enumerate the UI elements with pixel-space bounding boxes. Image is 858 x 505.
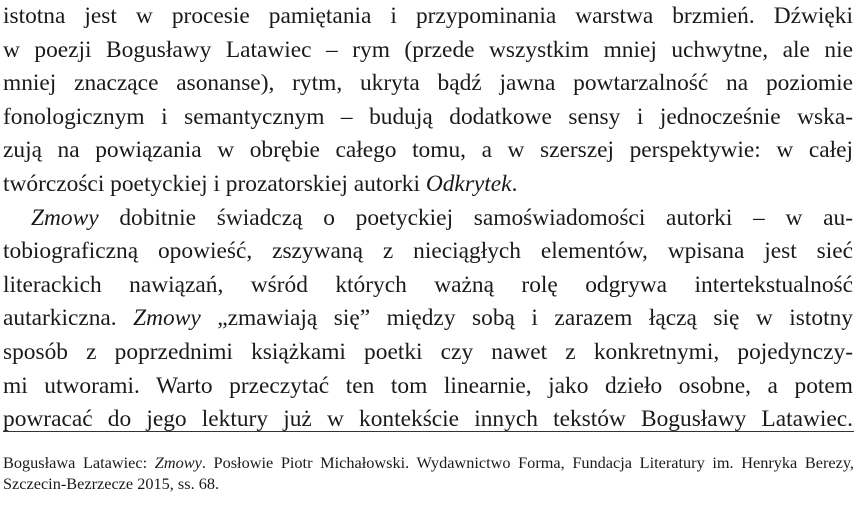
footnote-divider bbox=[3, 431, 854, 432]
text-run: „zmawiają się” między sobą i zarazem łączą się w istotny bbox=[200, 305, 853, 332]
text-line: powracać do jego lektury już w kontekście innych tekstów Bogusławy Latawiec. bbox=[3, 406, 853, 433]
footnote-line bbox=[3, 452, 854, 473]
text-line: istotna jest w procesie pamiętania i przypominania warstwa brzmień. Dźwięki bbox=[3, 3, 853, 29]
text-run: . bbox=[511, 170, 518, 197]
text-line: mniej znaczące asonanse), rytm, ukryta bądź jawna powtarzalność na poziomie bbox=[3, 70, 853, 97]
text-line: fonologicznym i semantycznym – budują dodatkowe sensy i jednocześnie wska- bbox=[3, 103, 853, 130]
text-run: autarkiczna. bbox=[3, 305, 134, 332]
book-title: Zmowy bbox=[133, 305, 201, 332]
book-title: Odkrytek bbox=[425, 170, 512, 197]
text-run: dobitnie świadczą o poetyckiej samoświadomości autorki – w au- bbox=[98, 204, 853, 231]
text-line: tobiograficzną opowieść, zszywaną z nieciągłych elementów, wpisana jest sieć bbox=[3, 238, 853, 265]
text-line: zują na powiązania w obrębie całego tomu, a w szerszej perspektywie: w całej bbox=[3, 137, 853, 164]
text-run: Bogusława Latawiec: bbox=[3, 453, 155, 472]
footnote bbox=[3, 452, 854, 494]
text-line bbox=[3, 302, 853, 336]
text-line: mi utworami. Warto przeczytać ten tom linearnie, jako dzieło osobne, a potem bbox=[3, 372, 853, 399]
book-title: Zmowy bbox=[154, 453, 202, 472]
text-line: sposób z poprzednimi książkami poetki czy nawet z konkretnymi, pojedynczy- bbox=[3, 338, 853, 365]
text-line bbox=[3, 202, 853, 236]
book-title: Zmowy bbox=[31, 204, 99, 231]
footnote-line: Szczecin-Bezrzecze 2015, ss. 68. bbox=[3, 474, 220, 493]
body-text bbox=[3, 0, 853, 437]
text-run: . Posłowie Piotr Michałowski. Wydawnictwo Forma, Fundacja Literatury im. Henryka Berezy, bbox=[201, 453, 854, 472]
text-line: w poezji Bogusławy Latawiec – rym (przede wszystkim mniej uchwytne, ale nie bbox=[3, 36, 853, 63]
text-line: literackich nawiązań, wśród których ważną rolę odgrywa intertekstualność bbox=[3, 271, 853, 298]
text-line bbox=[3, 168, 853, 202]
text-run: twórczości poetyckiej i prozatorskiej autorki bbox=[3, 170, 426, 197]
